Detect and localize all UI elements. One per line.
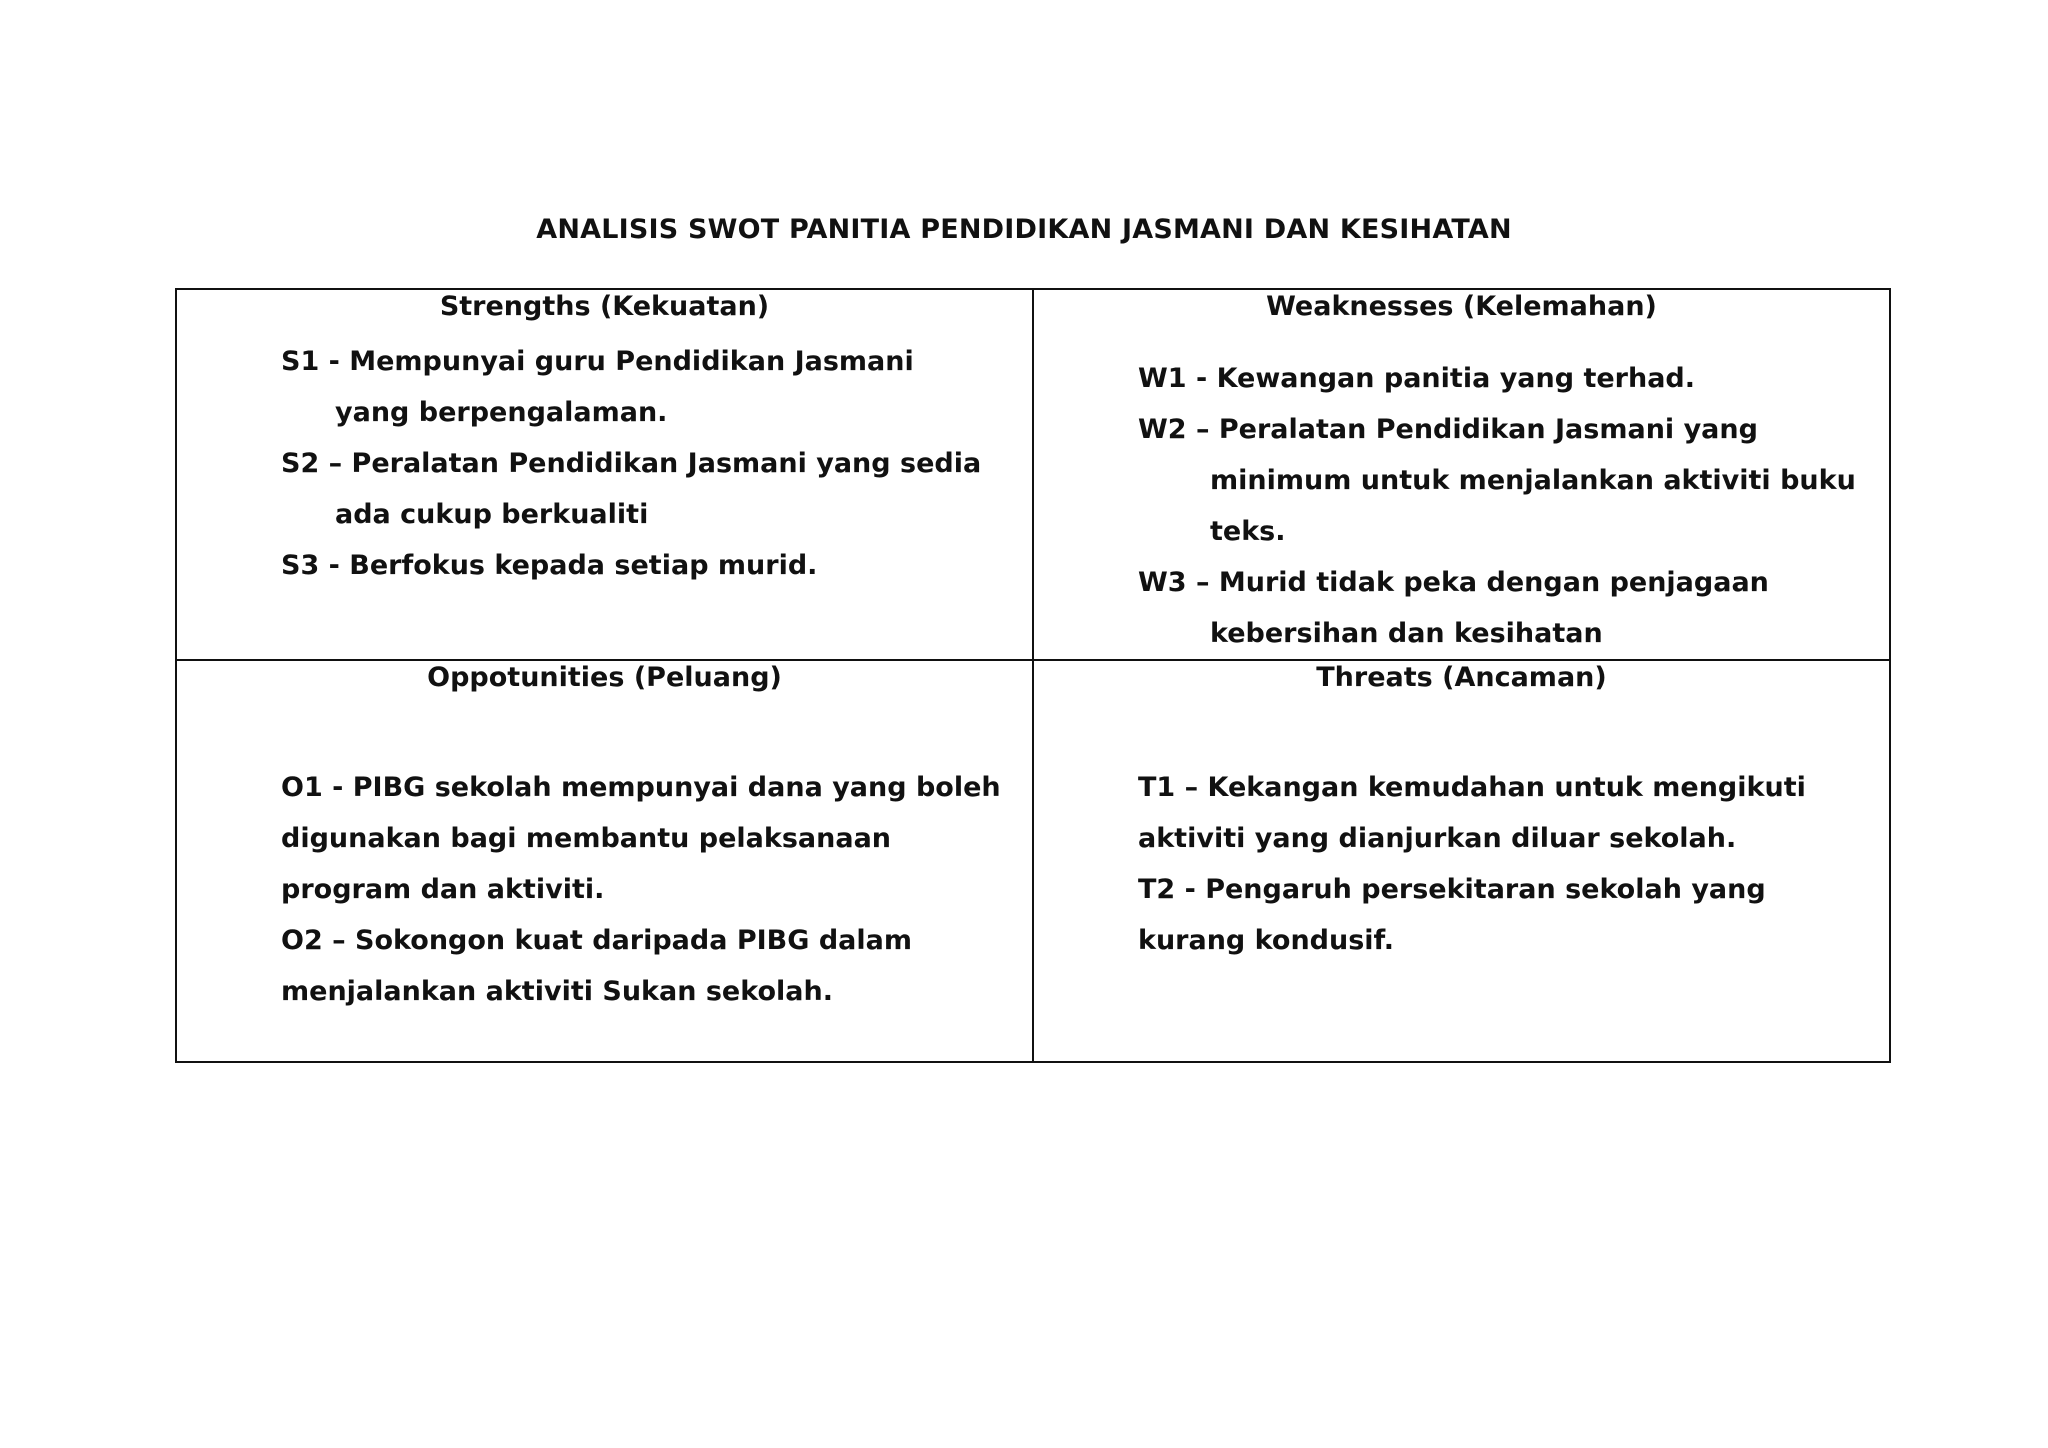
strengths-list: [281, 336, 992, 591]
threats-list: [1138, 762, 1869, 966]
strength-item: S3 - Berfokus kepada setiap murid.: [281, 550, 818, 581]
strengths-heading: Strengths (Kekuatan): [439, 291, 770, 322]
weakness-item: W1 - Kewangan panitia yang terhad.: [1138, 363, 1696, 394]
weakness-item: W3 – Murid tidak peka dengan penjagaan kebersihan dan kesihatan: [1138, 567, 1769, 649]
threats-cell: [1033, 660, 1890, 1062]
threat-item: T1 – Kekangan kemudahan untuk mengikuti aktiviti yang dianjurkan diluar sekolah.: [1138, 772, 1806, 854]
weaknesses-heading: Weaknesses (Kelemahan): [1266, 291, 1657, 322]
strengths-cell: [176, 289, 1033, 660]
opportunity-item: O1 - PIBG sekolah mempunyai dana yang boleh digunakan bagi membantu pelaksanaan program dan aktiviti.: [281, 772, 1001, 905]
strength-item: S2 – Peralatan Pendidikan Jasmani yang sedia ada cukup berkualiti: [281, 448, 982, 530]
opportunities-heading: Oppotunities (Peluang): [427, 662, 782, 693]
opportunity-item: O2 – Sokongon kuat daripada PIBG dalam menjalankan aktiviti Sukan sekolah.: [281, 925, 912, 1007]
opportunities-list: [281, 762, 1012, 1017]
strength-item: S1 - Mempunyai guru Pendidikan Jasmani yang berpengalaman.: [281, 346, 914, 428]
document-title: ANALISIS SWOT PANITIA PENDIDIKAN JASMANI DAN KESIHATAN: [536, 214, 1512, 245]
threats-heading: Threats (Ancaman): [1316, 662, 1607, 693]
swot-row-bottom: [176, 660, 1890, 1062]
swot-table: [175, 288, 1891, 1063]
opportunities-cell: [176, 660, 1033, 1062]
weaknesses-cell: [1033, 289, 1890, 660]
weakness-item: W2 – Peralatan Pendidikan Jasmani yang minimum untuk menjalankan aktiviti buku teks.: [1138, 414, 1856, 547]
threat-item: T2 - Pengaruh persekitaran sekolah yang kurang kondusif.: [1138, 874, 1766, 956]
weaknesses-list: [1138, 353, 1869, 659]
swot-row-top: [176, 289, 1890, 660]
